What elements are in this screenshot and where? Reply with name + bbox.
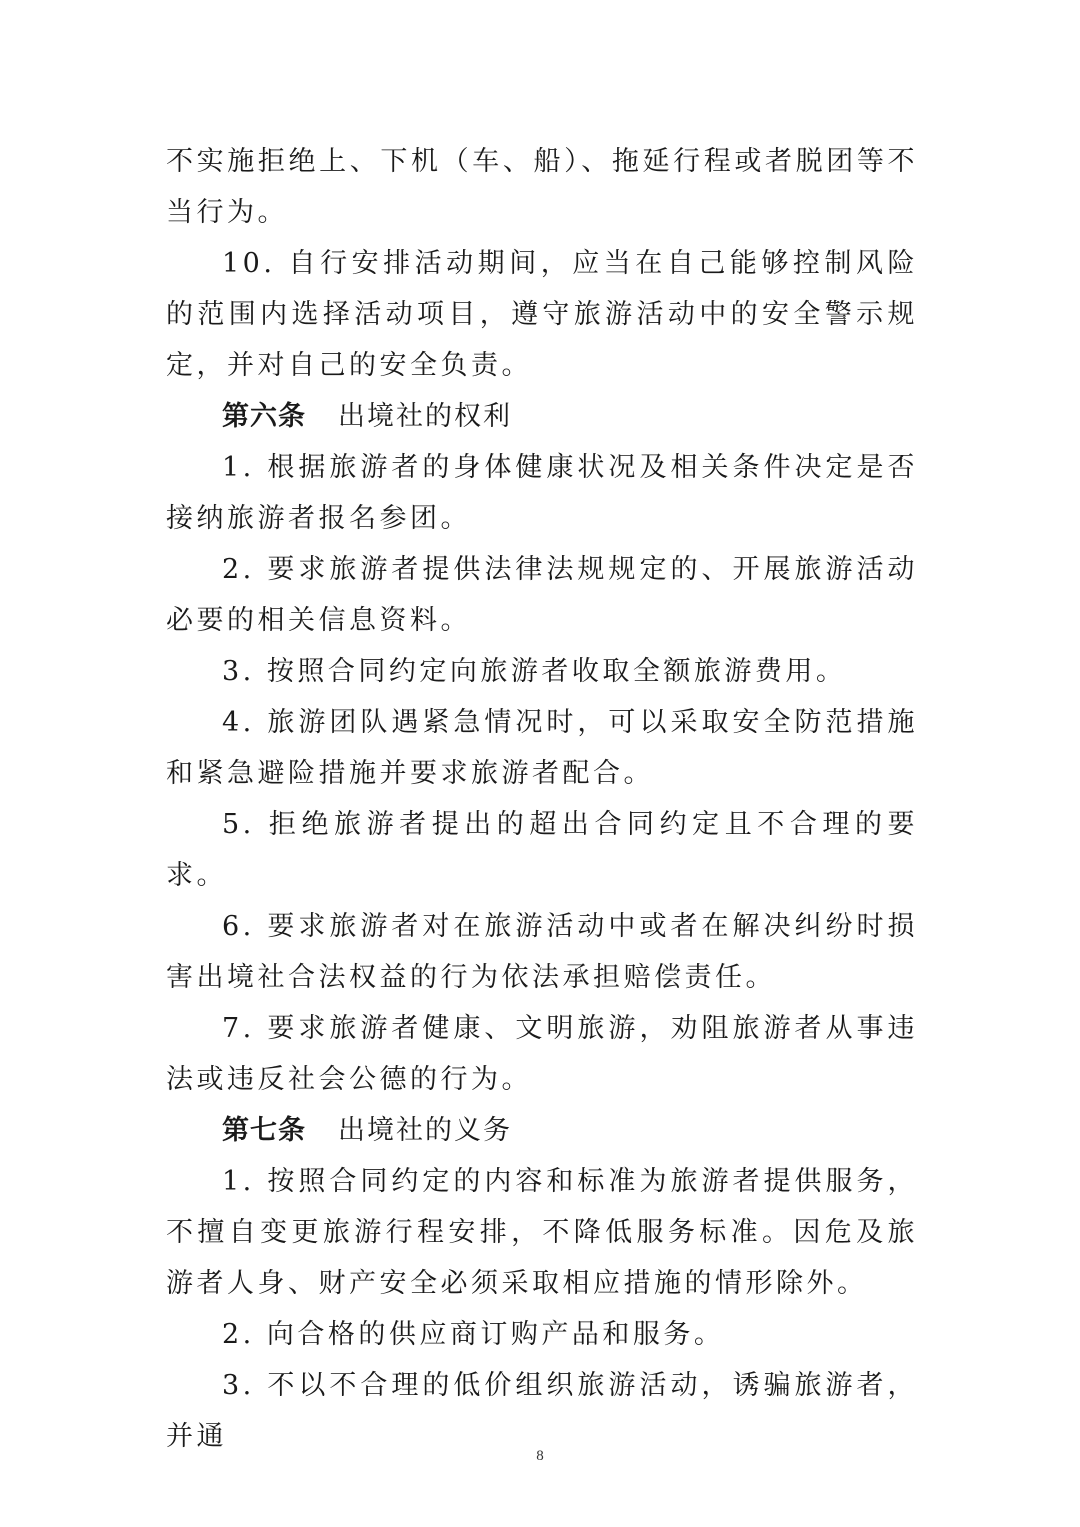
- article-6-number: 第六条: [222, 401, 306, 432]
- paragraph-art7-item-1: 1. 按照合同约定的内容和标准为旅游者提供服务，不擅自变更旅游行程安排，不降低服务标准。因危及旅游者人身、财产安全必须采取相应措施的情形除外。: [166, 1166, 918, 1299]
- paragraph-art6-item-5: 5. 拒绝旅游者提出的超出合同约定且不合理的要求。: [166, 809, 918, 891]
- paragraph-art6-item-2: 2. 要求旅游者提供法律法规规定的、开展旅游活动必要的相关信息资料。: [166, 554, 918, 636]
- article-6-heading: [166, 391, 918, 442]
- paragraph-art6-item-3: 3. 按照合同约定向旅游者收取全额旅游费用。: [222, 656, 847, 687]
- paragraph-art6-item-7: 7. 要求旅游者健康、文明旅游，劝阻旅游者从事违法或违反社会公德的行为。: [166, 1013, 918, 1095]
- article-6-title: 出境社的权利: [338, 401, 512, 432]
- paragraph-art6-item-4: 4. 旅游团队遇紧急情况时，可以采取安全防范措施和紧急避险措施并要求旅游者配合。: [166, 707, 918, 789]
- article-7-title: 出境社的义务: [338, 1115, 512, 1146]
- article-7-heading: [166, 1105, 918, 1156]
- paragraph-continuation: 不实施拒绝上、下机（车、船）、拖延行程或者脱团等不当行为。: [166, 146, 918, 228]
- paragraph-item-10: 10. 自行安排活动期间，应当在自己能够控制风险的范围内选择活动项目，遵守旅游活动中的安全警示规定，并对自己的安全负责。: [166, 248, 918, 381]
- article-7-number: 第七条: [222, 1115, 306, 1146]
- paragraph-art7-item-2: 2. 向合格的供应商订购产品和服务。: [222, 1319, 725, 1350]
- paragraph-art6-item-6: 6. 要求旅游者对在旅游活动中或者在解决纠纷时损害出境社合法权益的行为依法承担赔偿责任。: [166, 911, 918, 993]
- page-number: 8: [536, 1448, 544, 1464]
- paragraph-art6-item-1: 1. 根据旅游者的身体健康状况及相关条件决定是否接纳旅游者报名参团。: [166, 452, 918, 534]
- paragraph-art7-item-3: 3. 不以不合理的低价组织旅游活动，诱骗旅游者，并通: [166, 1370, 918, 1452]
- document-body: [166, 136, 918, 1462]
